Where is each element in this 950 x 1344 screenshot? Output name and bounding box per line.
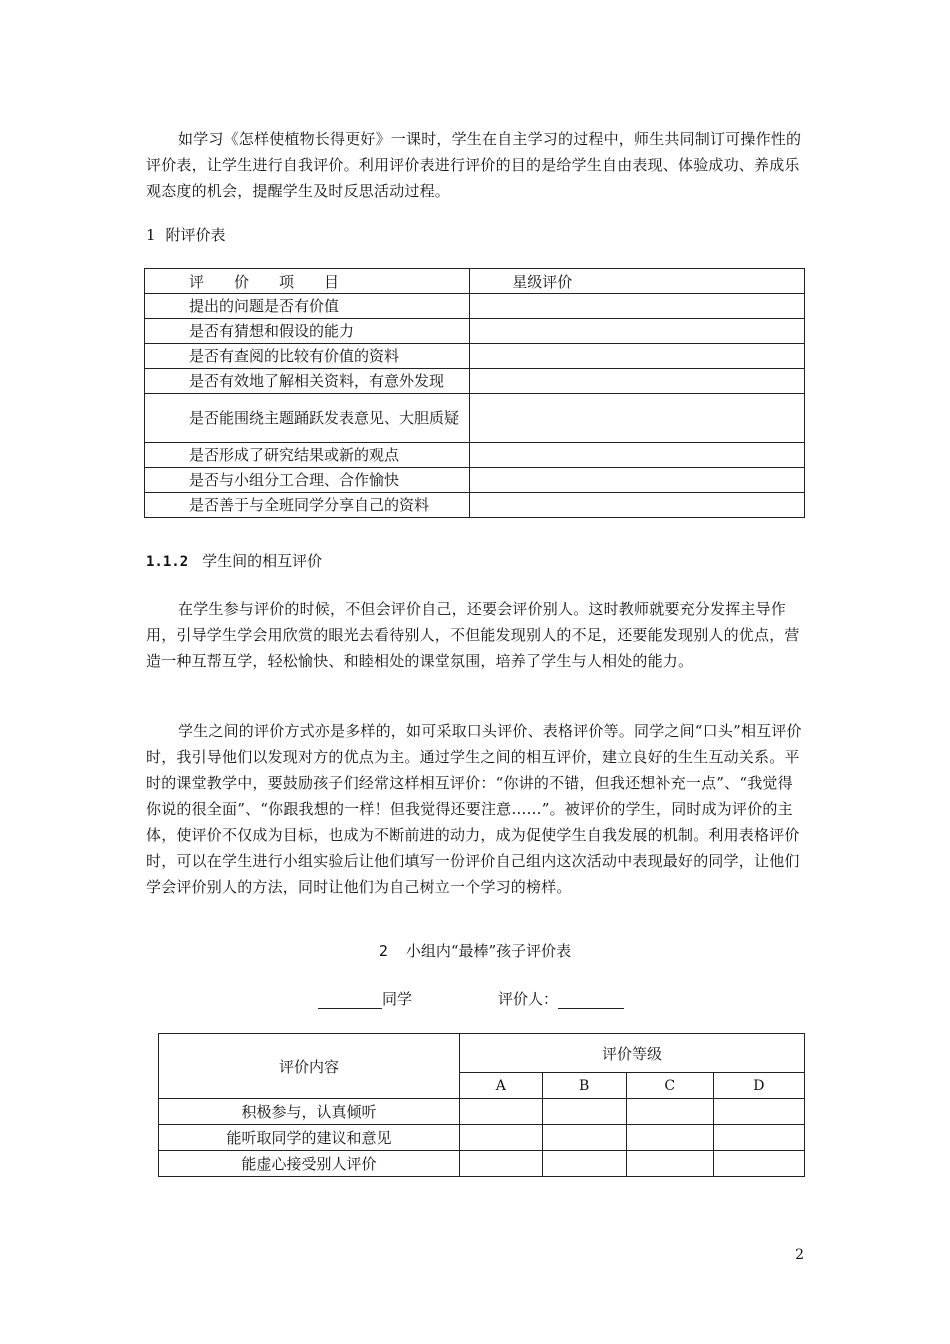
page-number: 2 bbox=[795, 1247, 804, 1263]
header-evaluation-item: 评 价 项 目 bbox=[145, 269, 470, 294]
evaluation-content: 能听取同学的建议和意见 bbox=[159, 1125, 460, 1151]
evaluator-name-blank[interactable] bbox=[558, 990, 624, 1009]
evaluation-content: 积极参与，认真倾听 bbox=[159, 1099, 460, 1125]
grade-d-header: D bbox=[713, 1073, 804, 1099]
sign-line bbox=[318, 988, 624, 1009]
star-rating-cell[interactable] bbox=[470, 319, 805, 344]
table1-label-text: 附评价表 bbox=[165, 226, 226, 244]
table-row bbox=[145, 443, 805, 468]
grade-cell[interactable] bbox=[713, 1125, 804, 1151]
evaluation-item: 是否有猜想和假设的能力 bbox=[145, 319, 470, 344]
table2-caption bbox=[0, 940, 950, 961]
evaluation-item: 提出的问题是否有价值 bbox=[145, 294, 470, 319]
grade-a-header: A bbox=[460, 1073, 543, 1099]
section-heading bbox=[146, 550, 322, 573]
grade-cell[interactable] bbox=[542, 1099, 626, 1125]
evaluation-item: 是否形成了研究结果或新的观点 bbox=[145, 443, 470, 468]
table-row bbox=[159, 1125, 805, 1151]
table-row bbox=[145, 369, 805, 394]
star-rating-cell[interactable] bbox=[470, 294, 805, 319]
grade-cell[interactable] bbox=[542, 1125, 626, 1151]
header-evaluation-grade: 评价等级 bbox=[460, 1034, 805, 1073]
table2-caption-number: 2 bbox=[378, 942, 388, 960]
table-row bbox=[145, 344, 805, 369]
grade-cell[interactable] bbox=[713, 1099, 804, 1125]
header-star-rating: 星级评价 bbox=[470, 269, 805, 294]
grade-cell[interactable] bbox=[626, 1151, 713, 1177]
evaluation-content: 能虚心接受别人评价 bbox=[159, 1151, 460, 1177]
evaluator-label: 评价人： bbox=[498, 990, 559, 1008]
grade-cell[interactable] bbox=[626, 1099, 713, 1125]
grade-cell[interactable] bbox=[460, 1151, 543, 1177]
table-row bbox=[145, 319, 805, 344]
best-child-evaluation-table bbox=[158, 1033, 805, 1177]
star-rating-cell[interactable] bbox=[470, 493, 805, 518]
table-row bbox=[145, 294, 805, 319]
self-evaluation-table bbox=[144, 268, 805, 518]
table-row bbox=[159, 1151, 805, 1177]
table-row bbox=[145, 468, 805, 493]
grade-c-header: C bbox=[626, 1073, 713, 1099]
table1-label-number: 1 bbox=[146, 226, 156, 244]
table-header-row bbox=[145, 269, 805, 294]
evaluation-item: 是否有查阅的比较有价值的资料 bbox=[145, 344, 470, 369]
grade-cell[interactable] bbox=[713, 1151, 804, 1177]
peer-evaluation-paragraph: 在学生参与评价的时候，不但会评价自己，还要会评价别人。这时教师就要充分发挥主导作用，引导学生学会用欣赏的眼光去看待别人，不但能发现别人的不足，还要能发现别人的优点，营造一种互帮互学，轻松愉快、和睦相处的课堂氛围，培养了学生与人相处的能力。 bbox=[146, 600, 800, 670]
evaluation-item: 是否有效地了解相关资料，有意外发现 bbox=[145, 369, 470, 394]
star-rating-cell[interactable] bbox=[470, 468, 805, 493]
table-row bbox=[145, 394, 805, 443]
intro-paragraph: 如学习《怎样使植物长得更好》一课时，学生在自主学习的过程中，师生共同制订可操作性的评价表，让学生进行自我评价。利用评价表进行评价的目的是给学生自由表现、体验成功、养成乐观态度的机会，提醒学生及时反思活动过程。 bbox=[146, 130, 802, 200]
star-rating-cell[interactable] bbox=[470, 443, 805, 468]
grade-cell[interactable] bbox=[626, 1125, 713, 1151]
table-row bbox=[145, 493, 805, 518]
grade-cell[interactable] bbox=[460, 1125, 543, 1151]
star-rating-cell[interactable] bbox=[470, 394, 805, 443]
table2-caption-text: 小组内“最棒”孩子评价表 bbox=[405, 942, 572, 960]
star-rating-cell[interactable] bbox=[470, 344, 805, 369]
table1-label bbox=[146, 224, 226, 246]
evaluation-methods-paragraph: 学生之间的评价方式亦是多样的，如可采取口头评价、表格评价等。同学之间“口头”相互评价时，我引导他们以发现对方的优点为主。通过学生之间的相互评价，建立良好的生生互动关系。平时的课堂教学中，要鼓励孩子们经常这样相互评价：“你讲的不错，但我还想补充一点”、“我觉得你说的很全面”、“你跟我想的一样！但我觉得还要注意……”。被评价的学生，同时成为评价的主体，使评价不仅成为目标，也成为不断前进的动力，成为促使学生自我发展的机制。利用表格评价时，可以在学生进行小组实验后让他们填写一份评价自己组内这次活动中表现最好的同学，让他们学会评价别人的方法，同时让他们为自己树立一个学习的榜样。 bbox=[146, 722, 802, 896]
classmate-name-blank[interactable] bbox=[318, 990, 382, 1009]
evaluation-item: 是否能围绕主题踊跃发表意见、大胆质疑 bbox=[145, 394, 470, 443]
star-rating-cell[interactable] bbox=[470, 369, 805, 394]
classmate-label: 同学 bbox=[382, 990, 413, 1008]
grade-cell[interactable] bbox=[542, 1151, 626, 1177]
grade-b-header: B bbox=[542, 1073, 626, 1099]
table-header-row bbox=[159, 1034, 805, 1073]
section-title: 学生间的相互评价 bbox=[202, 552, 323, 570]
table-row bbox=[159, 1099, 805, 1125]
evaluation-item: 是否与小组分工合理、合作愉快 bbox=[145, 468, 470, 493]
evaluation-item: 是否善于与全班同学分享自己的资料 bbox=[145, 493, 470, 518]
section-number: 1.1.2 bbox=[146, 554, 189, 570]
grade-cell[interactable] bbox=[460, 1099, 543, 1125]
header-evaluation-content: 评价内容 bbox=[159, 1034, 460, 1099]
